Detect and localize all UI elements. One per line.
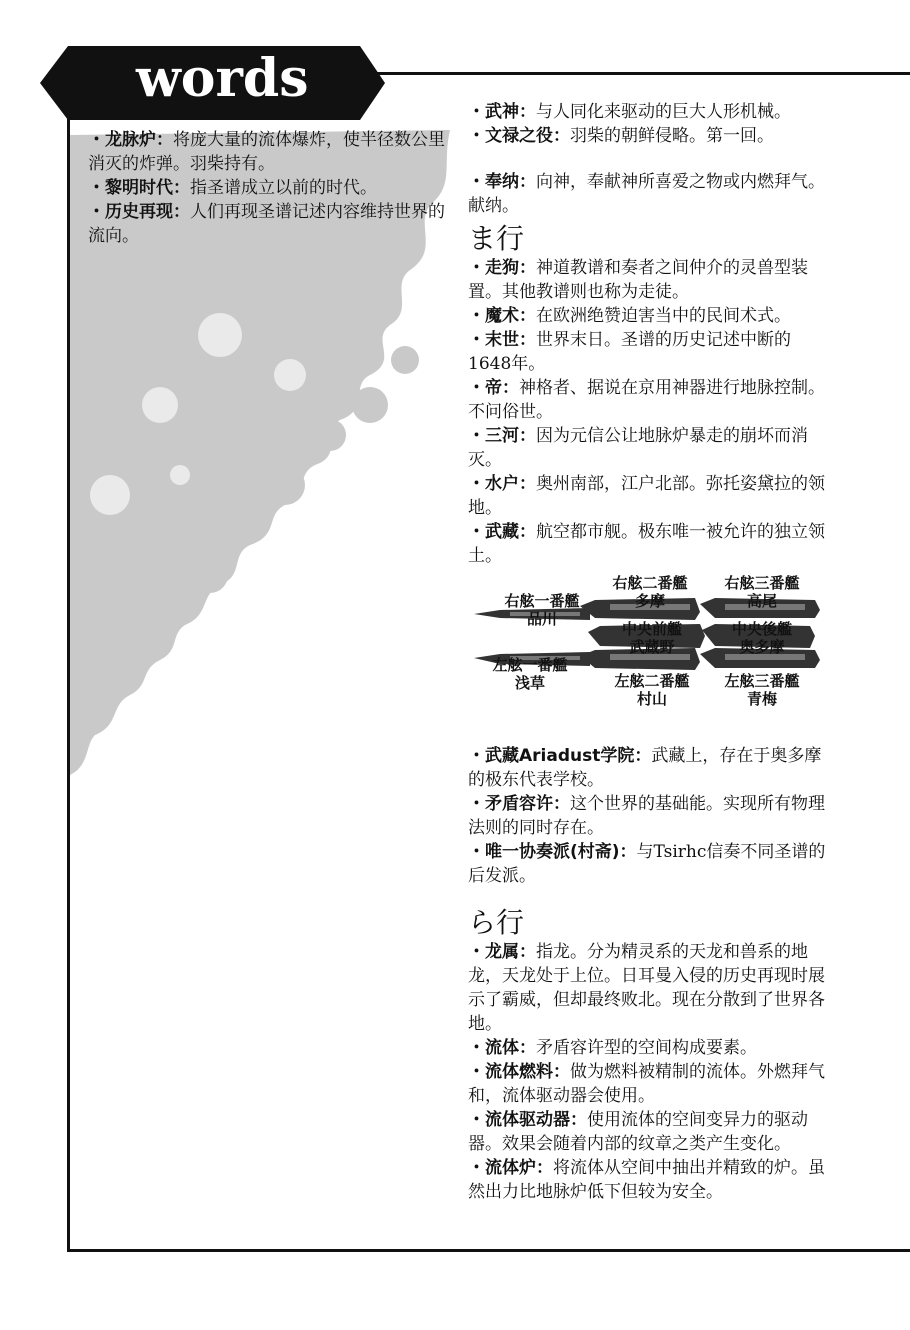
entry-term: ・流体燃料： [468,1062,570,1082]
entry [468,424,830,472]
entry-term: ・水户： [468,474,536,494]
entry-text: 向神，奉献神所喜爱之物或内燃拜气。献纳。 [468,172,825,216]
entry [88,176,448,200]
entry-term: ・矛盾容许： [468,794,570,814]
entry-text: 指龙。分为精灵系的天龙和兽系的地龙，天龙处于上位。日耳曼入侵的历史再现时展示了霸威，但却最终败北。现在分散到了世界各地。 [468,942,825,1034]
section-heading-ra: ら行 [468,906,525,939]
entry-term: ・文禄之役： [468,126,570,146]
entry-text: 指圣谱成立以前的时代。 [190,178,377,198]
entry-term: ・流体炉： [468,1158,553,1178]
entry-term: ・魔术： [468,306,536,326]
entry-text: 世界末日。圣谱的历史记述中断的1648年。 [468,330,791,374]
words-banner [40,46,385,120]
ship-label-port-3: 左舷三番艦 青梅 [724,672,800,708]
entry [468,328,830,376]
entry-text: 与人同化来驱动的巨大人形机械。 [536,102,791,122]
entry-term: ・黎明时代： [88,178,190,198]
entry-text: 矛盾容许型的空间构成要素。 [536,1038,757,1058]
entry-term: ・武藏： [468,522,536,542]
entry-text: 这个世界的基础能。实现所有物理法则的同时存在。 [468,794,825,838]
entry-term: ・武神： [468,102,536,122]
entry-term: ・龙属： [468,942,536,962]
entry-text: 将流体从空间中抽出并精致的炉。虽然出力比地脉炉低下但较为安全。 [468,1158,825,1202]
ship-label-center-fore: 中央前艦 武蔵野 [621,620,682,656]
entry [468,520,830,568]
entry-text: 武藏上，存在于奥多摩的极东代表学校。 [468,746,822,790]
entry-text: 航空都市舰。极东唯一被允许的独立领土。 [468,522,825,566]
entry-term: ・龙脉炉： [88,130,173,150]
entry-text: 神格者、据说在京用神器进行地脉控制。不问俗世。 [468,378,825,422]
entry-text: 与Tsirhc信奏不同圣谱的后发派。 [468,842,826,886]
entry-term: ・奉纳： [468,172,536,192]
entry [468,1036,830,1060]
ship-label-starboard-1: 右舷一番艦 品川 [504,592,580,628]
entry-term: ・流体： [468,1038,536,1058]
entry-text: 人们再现圣谱记述内容维持世界的流向。 [88,202,445,246]
entry [88,200,448,248]
right-column [468,100,830,1204]
entry-text: 羽柴的朝鲜侵略。第一回。 [570,126,774,146]
left-column [88,128,448,248]
entry [468,1060,830,1108]
entry [468,170,830,218]
section-heading-ma: ま行 [468,222,525,255]
entry [468,840,830,888]
entry-term: ・流体驱动器： [468,1110,587,1130]
entry [468,100,830,124]
ship-label-starboard-2: 右舷二番艦 多摩 [612,574,688,610]
entry-text: 神道教谱和奏者之间仲介的灵兽型装置。其他教谱则也称为走徒。 [468,258,808,302]
fleet-diagram [470,574,825,714]
entry-term: ・三河： [468,426,536,446]
entry [468,124,830,148]
ship-label-center-aft: 中央後艦 奥多摩 [731,620,792,656]
entry-text: 使用流体的空间变异力的驱动器。效果会随着内部的纹章之类产生变化。 [468,1110,808,1154]
entry [468,256,830,304]
entry-term: ・末世： [468,330,536,350]
entry-text: 奥州南部，江户北部。弥托姿黛拉的领地。 [468,474,825,518]
entry [468,1156,830,1204]
banner-title: words [136,48,309,109]
entry-term: ・历史再现： [88,202,190,222]
entry-term: ・武藏Ariadust学院： [468,746,652,766]
entry [468,792,830,840]
entry-text: 将庞大量的流体爆炸，使半径数公里消灭的炸弹。羽柴持有。 [88,130,445,174]
entry [468,744,830,792]
entry [468,376,830,424]
entry-text: 因为元信公让地脉炉暴走的崩坏而消灭。 [468,426,808,470]
entry [468,1108,830,1156]
entry-term: ・帝： [468,378,519,398]
entry-term: ・唯一协奏派(村斋)： [468,842,637,862]
entry [468,940,830,1036]
entry-text: 做为燃料被精制的流体。外燃拜气和，流体驱动器会使用。 [468,1062,825,1106]
entry-term: ・走狗： [468,258,536,278]
entry-text: 在欧洲绝赞迫害当中的民间术式。 [536,306,791,326]
ship-label-starboard-3: 右舷三番艦 高尾 [724,574,800,610]
ship-label-port-1: 左舷一番艦 浅草 [492,656,568,692]
entry [88,128,448,176]
ship-label-port-2: 左舷二番艦 村山 [614,672,690,708]
entry [468,304,830,328]
entry [468,472,830,520]
